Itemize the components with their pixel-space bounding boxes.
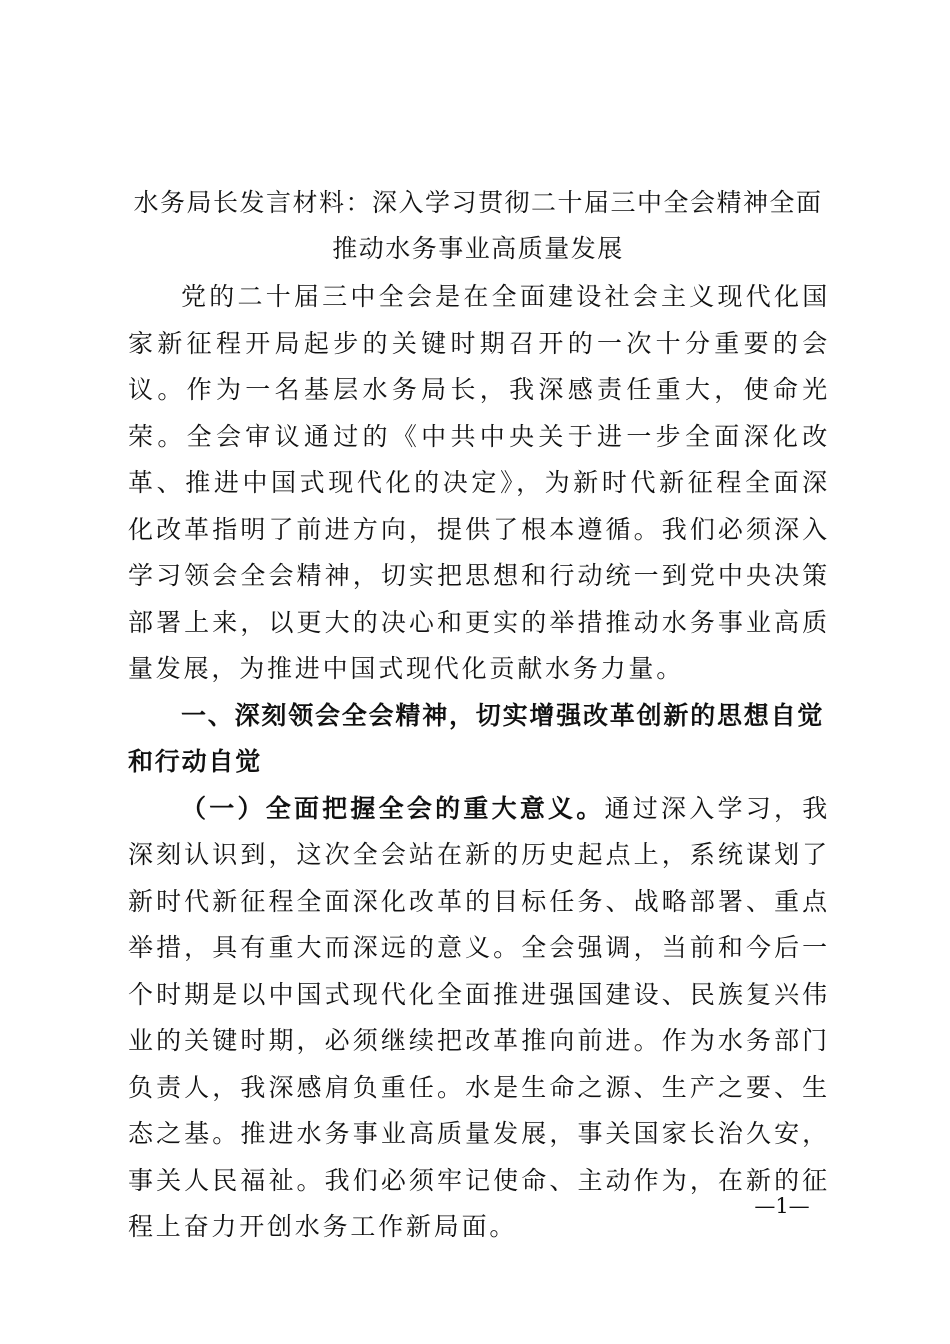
subsection-text: 通过深入学习，我深刻认识到，这次全会站在新的历史起点上，系统谋划了新时代新征程全面深化改革的目标任务、战略部署、重点举措，具有重大而深远的意义。全会强调，当前和今后一个时期是以中国式现代化全面推进强国建设、民族复兴伟业的关键时期，必须继续把改革推向前进。作为水务部门负责人，我深感肩负重任。水是生命之源、生产之要、生态之基。推进水务事业高质量发展，事关国家长治久安，事关人民福祉。我们必须牢记使命、主动作为，在新的征程上奋力开创水务工作新局面。 bbox=[128, 793, 830, 1241]
document-title: 水务局长发言材料：深入学习贯彻二十届三中全会精神全面推动水务事业高质量发展 bbox=[133, 188, 823, 263]
subsection-lead: （一）全面把握全会的重大意义。 bbox=[181, 793, 605, 823]
intro-paragraph: 党的二十届三中全会是在全面建设社会主义现代化国家新征程开局起步的关键时期召开的一次十分重要的会议。作为一名基层水务局长，我深感责任重大，使命光荣。全会审议通过的《中共中央关于进一步全面深化改革、推进中国式现代化的决定》，为新时代新征程全面深化改革指明了前进方向，提供了根本遵循。我们必须深入学习领会全会精神，切实把思想和行动统一到党中央决策部署上来，以更大的决心和更实的举措推动水务事业高质量发展，为推进中国式现代化贡献水务力量。 bbox=[128, 282, 830, 683]
document-body bbox=[128, 274, 830, 1251]
subsection-paragraph-1 bbox=[128, 786, 830, 1251]
page-number: —1— bbox=[754, 1194, 810, 1218]
section-heading-1: 一、深刻领会全会精神，切实增强改革创新的思想自觉和行动自觉 bbox=[128, 700, 825, 776]
